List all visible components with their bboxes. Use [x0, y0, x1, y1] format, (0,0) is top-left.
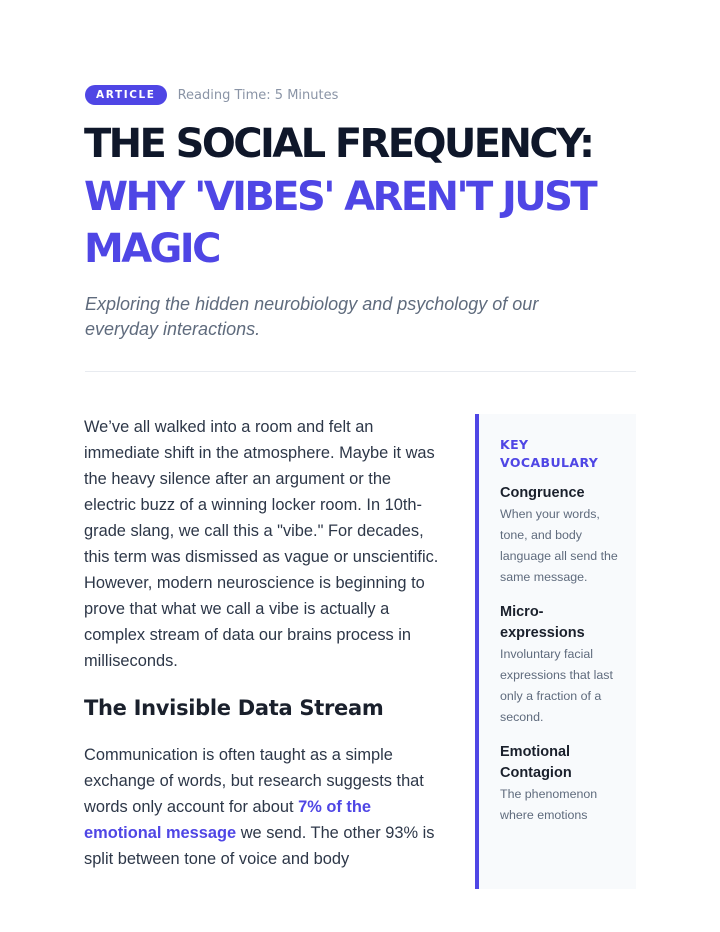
vocab-item-emotional-contagion: [500, 742, 628, 826]
article-subtitle: Exploring the hidden neurobiology and psychology of our everyday interactions.: [85, 294, 539, 339]
highlight-statistic: 7% of the emotional message: [84, 798, 371, 842]
article-body: [84, 414, 444, 872]
reading-time: Reading Time: 5 Minutes: [177, 87, 339, 103]
vocab-term: Micro-expressions: [500, 604, 585, 641]
intro-paragraph: We’ve all walked into a room and felt an immediate shift in the atmosphere. Maybe it was the heavy silence after an argument or the electric buzz of a winning locker room. In 10th-grade slang, we call this a "vibe." For decades, this term was dismissed as vague or unscientific. However, modern neuroscience is beginning to prove that what we call a vibe is actually a complex stream of data our brains process in milliseconds.: [84, 418, 439, 670]
vocab-definition: Involuntary facial expressions that last only a fraction of a second.: [500, 647, 613, 724]
vocab-item-micro-expressions: [500, 602, 628, 728]
vocab-definition: The phenomenon where emotions: [500, 787, 598, 822]
article-badge: ARTICLE: [85, 85, 167, 105]
title-line-1: THE SOCIAL FREQUENCY:: [84, 121, 593, 167]
data-stream-paragraph: [84, 742, 444, 872]
vocab-term: Emotional Contagion: [500, 744, 572, 781]
title-line-2: WHY 'VIBES' AREN'T JUST MAGIC: [84, 173, 596, 272]
vocab-item-congruence: [500, 483, 628, 588]
paragraph-text-start: Communication is often taught as a simple exchange of words, but research suggests that words only account for about: [84, 746, 424, 816]
key-vocabulary-sidebar: [475, 414, 636, 889]
sidebar-title: KEY VOCABULARY: [500, 437, 599, 470]
vocab-definition: When your words, tone, and body language all send the same message.: [500, 507, 618, 584]
vocab-term: Congruence: [500, 485, 585, 501]
article-title: [84, 118, 644, 276]
paragraph-text-end: we send. The other 93% is split between tone of voice and body: [84, 824, 435, 868]
header-divider: [85, 371, 636, 372]
section-heading: The Invisible Data Stream: [84, 696, 384, 720]
article-meta: [85, 85, 338, 105]
